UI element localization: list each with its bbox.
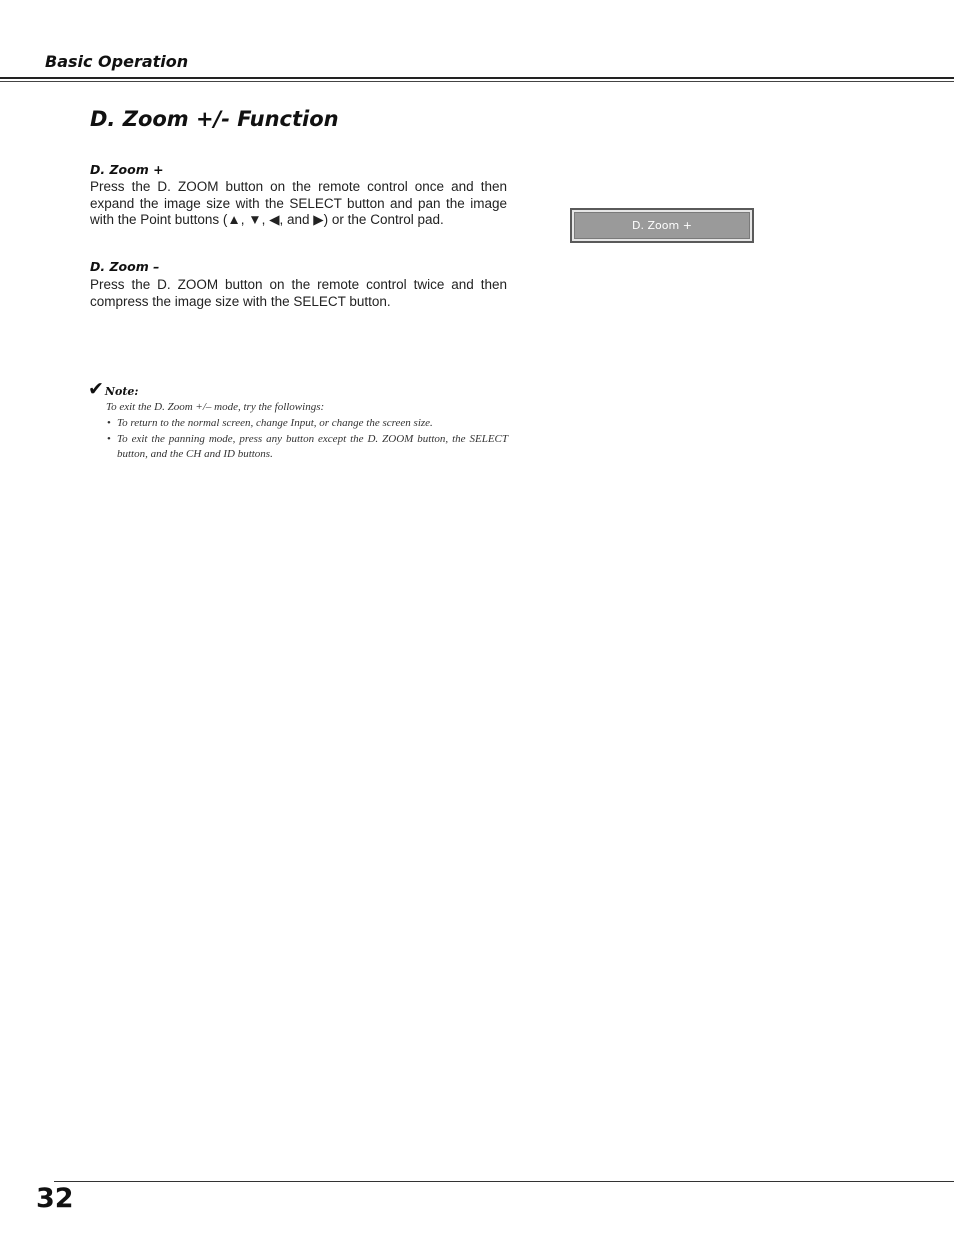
bullet-icon: •	[107, 417, 111, 429]
zoom-plus-description	[90, 179, 507, 229]
arrow-right-icon: ▶	[313, 212, 324, 227]
zoom-minus-description: Press the D. ZOOM button on the remote control twice and then compress the image size with the SELECT button.	[90, 277, 507, 309]
page-title: D. Zoom +/- Function	[90, 107, 339, 131]
note-item-text: To return to the normal screen, change Input, or change the screen size.	[117, 417, 433, 429]
header-rule-secondary	[0, 81, 954, 82]
note-item	[106, 432, 508, 463]
note-list	[106, 416, 508, 463]
checkmark-icon: ✔	[88, 378, 104, 400]
arrow-left-icon: ◀	[269, 212, 280, 227]
note-label: Note:	[104, 385, 139, 398]
separator: ,	[240, 212, 249, 227]
zoom-plus-text-end: ) or the Control pad.	[323, 212, 444, 227]
page-number: 32	[36, 1183, 74, 1214]
zoom-plus-heading: D. Zoom +	[90, 162, 164, 177]
note-header	[88, 379, 138, 399]
note-item-text: To exit the panning mode, press any button except the D. ZOOM button, the SELECT button, and the CH and ID buttons.	[117, 432, 508, 460]
arrow-down-icon: ▼	[248, 212, 262, 227]
separator: , and	[279, 212, 314, 227]
footer-rule	[54, 1181, 954, 1182]
osd-zoom-display	[570, 208, 754, 243]
arrow-up-icon: ▲	[227, 212, 241, 227]
section-header: Basic Operation	[45, 52, 189, 71]
zoom-plus-text-start: Press the D. ZOOM button on the remote control once and then expand the image size with the SELECT button and pan the image with the Point buttons (	[90, 179, 507, 227]
note-item	[106, 416, 508, 432]
note-intro: To exit the D. Zoom +/– mode, try the followings:	[106, 401, 325, 413]
zoom-minus-heading: D. Zoom –	[90, 259, 160, 274]
osd-zoom-label: D. Zoom +	[632, 219, 692, 232]
bullet-icon: •	[107, 432, 111, 445]
separator: ,	[261, 212, 270, 227]
header-rule	[0, 77, 954, 79]
